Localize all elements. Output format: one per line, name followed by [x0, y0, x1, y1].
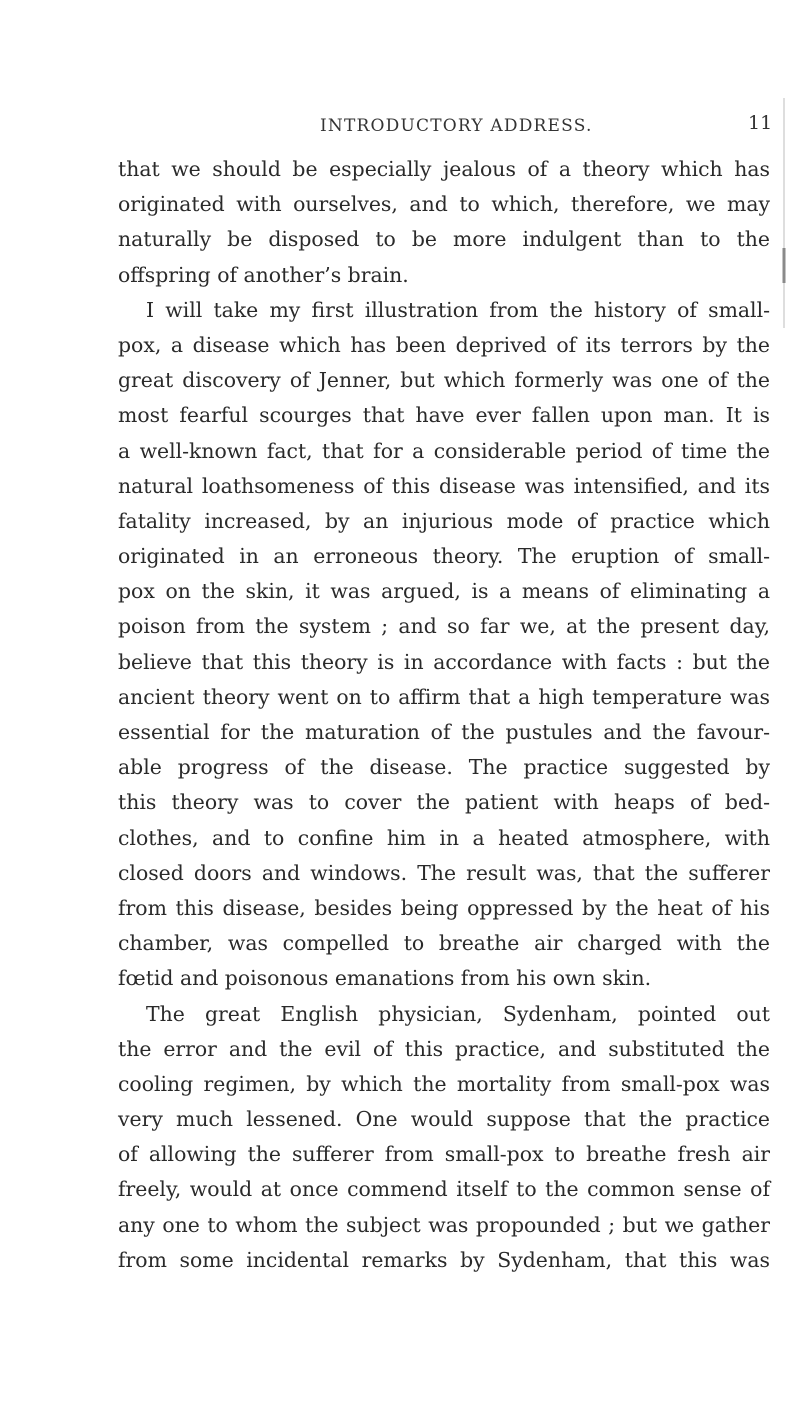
text-line: fatality increased, by an injurious mode of practice which	[118, 508, 770, 533]
text-line: The great English physician, Sydenham, pointed out	[146, 1001, 770, 1026]
text-line: poison from the system ; and so far we, at the present day,	[118, 614, 770, 639]
page-number: 11	[748, 112, 773, 134]
text-line: a well-known fact, that for a considerable period of time the	[118, 438, 770, 463]
text-line: fœtid and poisonous emanations from his own skin.	[118, 966, 652, 991]
text-line: that we should be especially jealous of a theory which has	[118, 157, 770, 181]
text-line: naturally be disposed to be more indulgent than to the	[118, 227, 770, 252]
text-line: offspring of another’s brain.	[118, 262, 409, 287]
text-line: originated in an erroneous theory. The eruption of small-	[118, 544, 770, 569]
text-line: chamber, was compelled to breathe air charged with the	[118, 931, 770, 956]
text-line: closed doors and windows. The result was, that the sufferer	[118, 860, 770, 885]
text-line: any one to whom the subject was propounded ; but we gather	[118, 1212, 770, 1237]
text-line: from this disease, besides being oppressed by the heat of his	[118, 895, 770, 920]
text-line: able progress of the disease. The practice suggested by	[118, 755, 770, 780]
body-text	[118, 152, 770, 1278]
text-line: the error and the evil of this practice, and substituted the	[118, 1036, 770, 1061]
text-line: great discovery of Jenner, but which formerly was one of the	[118, 368, 770, 393]
text-line: from some incidental remarks by Sydenham, that this was	[118, 1247, 770, 1272]
text-line: very much lessened. One would suppose that the practice	[118, 1107, 770, 1132]
text-line: pox, a disease which has been deprived of its terrors by the	[118, 332, 770, 357]
text-line: freely, would at once commend itself to the common sense of	[118, 1177, 770, 1202]
text-line: I will take my first illustration from the history of small-	[146, 297, 770, 322]
text-line: natural loathsomeness of this disease was intensified, and its	[118, 473, 770, 498]
text-line: this theory was to cover the patient with heaps of bed-	[118, 790, 770, 815]
text-line: of allowing the sufferer from small-pox to breathe fresh air	[118, 1142, 770, 1167]
text-line: cooling regimen, by which the mortality from small-pox was	[118, 1071, 770, 1096]
page-edge-mark	[782, 98, 786, 328]
text-line: ancient theory went on to affirm that a high temperature was	[118, 684, 770, 709]
running-head: INTRODUCTORY ADDRESS.	[320, 116, 593, 136]
text-line: believe that this theory is in accordance with facts : but the	[118, 649, 770, 674]
text-line: clothes, and to confine him in a heated atmosphere, with	[118, 825, 770, 850]
text-line: essential for the maturation of the pustules and the favour-	[118, 720, 770, 744]
text-line: originated with ourselves, and to which, therefore, we may	[118, 192, 770, 217]
text-line: pox on the skin, it was argued, is a means of eliminating a	[118, 579, 770, 604]
text-line: most fearful scourges that have ever fallen upon man. It is	[118, 403, 770, 428]
